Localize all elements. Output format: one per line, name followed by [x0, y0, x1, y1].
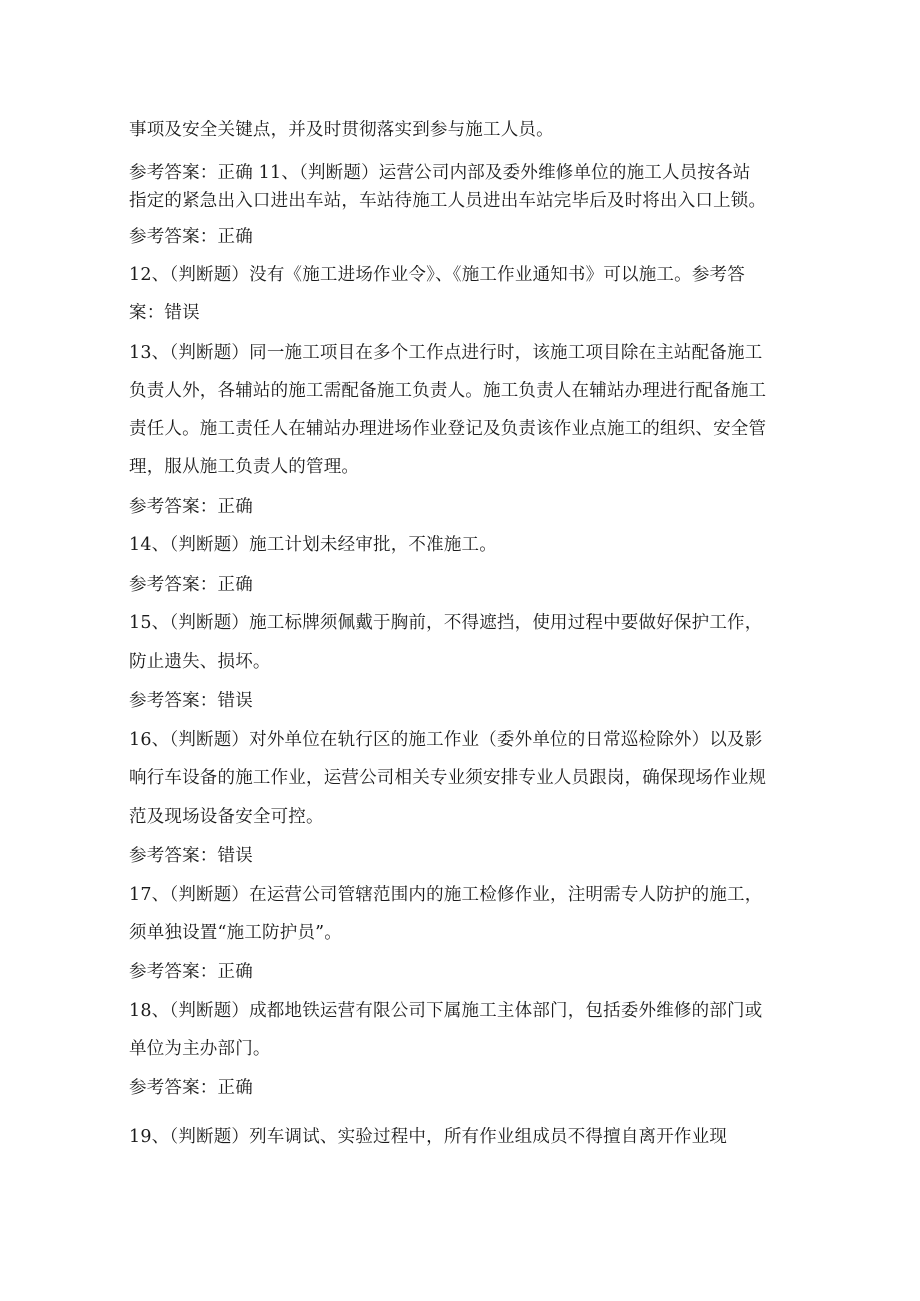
- text-line: 单位为主办部门。: [129, 1039, 271, 1059]
- text-line: 指定的紧急出入口进出车站，车站待施工人员进出车站完毕后及时将出入口上锁。: [129, 191, 767, 211]
- text-line: 须单独设置“施工防护员”。: [129, 923, 342, 943]
- text-line: 参考答案：正确: [129, 227, 253, 247]
- text-line: 18、（判断题）成都地铁运营有限公司下属施工主体部门，包括委外维修的部门或: [129, 1001, 763, 1021]
- text-line: 参考答案：正确 11、（判断题）运营公司内部及委外维修单位的施工人员按各站: [129, 163, 751, 183]
- text-line: 参考答案：错误: [129, 691, 253, 711]
- text-line: 15、（判断题）施工标牌须佩戴于胸前，不得遮挡，使用过程中要做好保护工作，: [129, 613, 763, 633]
- text-line: 案：错误: [129, 303, 200, 323]
- text-line: 责任人。施工责任人在辅站办理进场作业登记及负责该作业点施工的组织、安全管: [129, 419, 767, 439]
- text-line: 参考答案：错误: [129, 846, 253, 866]
- text-line: 参考答案：正确: [129, 575, 253, 595]
- text-line: 事项及安全关键点，并及时贯彻落实到参与施工人员。: [129, 120, 554, 140]
- text-line: 参考答案：正确: [129, 1078, 253, 1098]
- text-line: 参考答案：正确: [129, 497, 253, 517]
- text-line: 防止遗失、损坏。: [129, 652, 271, 672]
- text-line: 16、（判断题）对外单位在轨行区的施工作业（委外单位的日常巡检除外）以及影: [129, 730, 763, 750]
- text-line: 19、（判断题）列车调试、实验过程中，所有作业组成员不得擅自离开作业现: [129, 1127, 728, 1147]
- text-line: 响行车设备的施工作业，运营公司相关专业须安排专业人员跟岗，确保现场作业规: [129, 768, 767, 788]
- text-line: 理，服从施工负责人的管理。: [129, 457, 360, 477]
- text-line: 负责人外，各辅站的施工需配备施工负责人。施工负责人在辅站办理进行配备施工: [129, 381, 767, 401]
- text-line: 参考答案：正确: [129, 962, 253, 982]
- text-line: 范及现场设备安全可控。: [129, 807, 324, 827]
- text-line: 14、（判断题）施工计划未经审批，不准施工。: [129, 535, 497, 555]
- text-line: 17、（判断题）在运营公司管辖范围内的施工检修作业，注明需专人防护的施工，: [129, 885, 763, 905]
- text-line: 12、（判断题）没有《施工进场作业令》、《施工作业通知书》可以施工。参考答: [129, 265, 745, 285]
- text-line: 13、（判断题）同一施工项目在多个工作点进行时，该施工项目除在主站配备施工: [129, 343, 763, 363]
